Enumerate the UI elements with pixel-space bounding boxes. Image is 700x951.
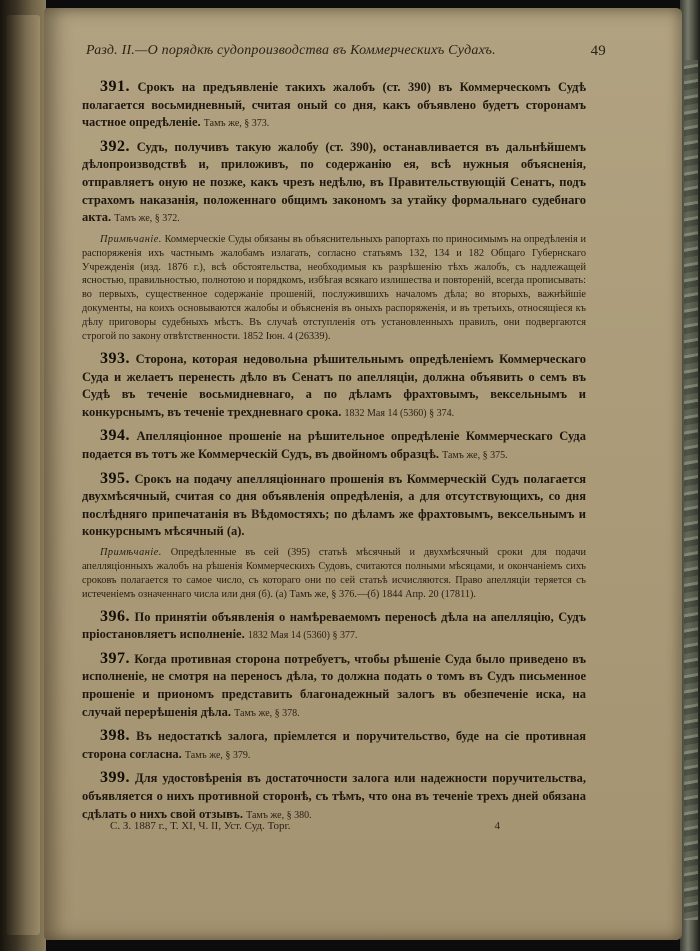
article-number: 394.: [100, 427, 130, 445]
article-number: 397.: [100, 649, 130, 667]
article-citation: Тамъ же, § 373.: [203, 118, 270, 130]
article-citation: 1832 Мая 14 (5360) § 374.: [344, 407, 455, 419]
article-397: [82, 650, 586, 722]
article-395: [82, 470, 586, 541]
article-399: [82, 769, 586, 824]
article-394: [82, 427, 586, 464]
article-citation: Тамъ же, § 380.: [246, 809, 312, 821]
article-citation: Тамъ же, § 375.: [442, 449, 508, 461]
cover-marbling: [684, 60, 698, 920]
right-cover-edge: [680, 0, 700, 951]
article-393: [82, 350, 586, 422]
running-header: [86, 43, 606, 67]
note-text: Коммерческіе Суды обязаны въ объяснительныхъ рапортахъ по приносимымъ на опредѣленія и распоряженія ихъ частнымъ жалобамъ излагать, согласно статьямъ 132, 134 и 182 Общаго Губернскаго Учрежденія (изд. 1876 г.), всѣ обстоятельства, необходимыя къ разрѣшенію тѣхъ жалобъ, съ надлежащей ясностью, правильностью, полнотою и порядкомъ, избѣгая всякаго излишества и повтореній, всегда прописывать: во первыхъ, существенное содержаніе прошеній, послужившихъ началомъ дѣла; во вторыхъ, важнѣйшіе документы, на коихъ основываются жалобы и объясненія въ оныхъ распоряженія, и въ третьихъ, относящіеся къ дѣлу приговоры судебныхъ мѣстъ. Въ случаѣ отступленія отъ установленныхъ правилъ, они подвергаются строгой по закону отвѣтственности.: [82, 233, 586, 343]
page-body: [82, 78, 586, 829]
article-number: 396.: [100, 607, 130, 625]
article-number: 395.: [100, 469, 130, 487]
article-392: [82, 138, 586, 228]
article-text: Въ недостаткѣ залога, пріемлется и поручительство, буде на сіе противная сторона согласна.: [82, 729, 586, 761]
article-text: Судъ, получивъ такую жалобу (ст. 390), останавливается въ дальнѣйшемъ дѣлопроизводствѣ и, приложивъ, по содержанію ея, всѣ нужныя объясненія, отправляетъ оную не позже, какъ чрезъ недѣлю, въ Правительствующій Сенатъ, подъ страхомъ наказанія, положеннаго общимъ закономъ за утайку формальнаго судебнаго акта.: [82, 139, 587, 225]
article-citation: Тамъ же, § 372.: [114, 213, 180, 225]
note-label: Примѣчаніе.: [100, 233, 162, 245]
page-number: 49: [590, 43, 606, 59]
article-citation: Тамъ же, § 379.: [184, 749, 251, 761]
note-2: [82, 546, 586, 602]
note-text: Опредѣленные въ сей (395) статьѣ мѣсячный и двухмѣсячный сроки для подачи апелляціонныхъ жалобъ на рѣшенія Коммерческихъ Судовъ, считаются полными мѣсяцами, и окончаніемъ сихъ сроковъ полагается то самое число, съ котораго они по сей статьѣ исчисляются. Право апелляціи теряется съ истеченіемъ означеннаго числа или дня (б).: [82, 546, 586, 600]
article-text: Апелляціонное прошеніе на рѣшительное опредѣленіе Коммерческаго Суда подается въ тотъ же Коммерческій Судъ, въ двойномъ образцѣ.: [82, 429, 586, 461]
article-number: 393.: [100, 350, 130, 367]
article-number: 399.: [100, 769, 130, 787]
left-page-edge: [6, 15, 40, 935]
article-text: Срокъ на предъявленіе такихъ жалобъ (ст. 390) въ Коммерческомъ Судѣ полагается восьмидневный, считая оный со дня, какъ объявлено будетъ сторонамъ частное опредѣленіе.: [82, 80, 586, 130]
article-citation: Тамъ же, § 378.: [234, 707, 300, 719]
article-number: 398.: [100, 727, 130, 745]
note-label: Примѣчаніе.: [100, 546, 162, 558]
note-citation: 1852 Іюн. 4 (26339).: [242, 331, 331, 343]
article-text: Когда противная сторона потребуетъ, чтобы рѣшеніе Суда было приведено въ исполненіе, не смотря на переносъ дѣла, то должна подать о томъ въ Судъ письменное прошеніе и приономъ представить благонадежный залогъ въ обезпеченіе иска, на случай перерѣшенія дѣла.: [82, 651, 586, 719]
article-text: Срокъ на подачу апелляціоннаго прошенія въ Коммерческій Судъ полагается двухмѣсячный, считая со дня объявленія опредѣленія, а для отсутствующихъ, со дня послѣдняго припечатанія въ Вѣдомостяхъ; по дѣламъ же фрахтовымъ, вексельнымъ и конкурснымъ мѣсячный (а).: [82, 471, 586, 539]
header-title: Разд. II.—О порядкѣ судопроизводства въ Коммерческихъ Судахъ.: [86, 43, 496, 58]
article-text: По принятіи объявленія о намѣреваемомъ переносѣ дѣла на апелляцію, Судъ пріостановляетъ исполненіе.: [82, 609, 587, 642]
article-396: [82, 608, 586, 645]
footer-signature: С. З. 1887 г., Т. XI, Ч. II, Уст. Суд. Торг.: [110, 820, 291, 832]
article-number: 392.: [100, 137, 130, 155]
book-page: [44, 8, 682, 940]
note-1: [82, 233, 586, 344]
article-text: Сторона, которая недовольна рѣшительнымъ опредѣленіемъ Коммерческаго Суда и желаетъ перенесть дѣло въ Сенатъ по апелляціи, должна объявить о семъ въ Судѣ въ теченіе восьмидневнаго, а по дѣламъ фрахтовымъ, вексельнымъ и конкурснымъ, въ теченіе трехдневнаго срока.: [82, 352, 586, 419]
article-citation: 1832 Мая 14 (5360) § 377.: [247, 630, 358, 642]
article-number: 391.: [100, 78, 130, 95]
article-398: [82, 727, 586, 764]
sheet-number: 4: [494, 820, 500, 832]
page-footer: [110, 820, 500, 836]
note-citation: (а) Тамъ же, § 376.—(б) 1844 Апр. 20 (17811).: [275, 588, 477, 600]
article-391: [82, 78, 586, 133]
article-text: Для удостовѣренія въ достаточности залога или надежности поручительства, объявляется о нихъ противной сторонѣ, съ тѣмъ, что она въ теченіе трехъ дней обязана сдѣлать о нихъ свой отзывъ.: [82, 771, 586, 821]
